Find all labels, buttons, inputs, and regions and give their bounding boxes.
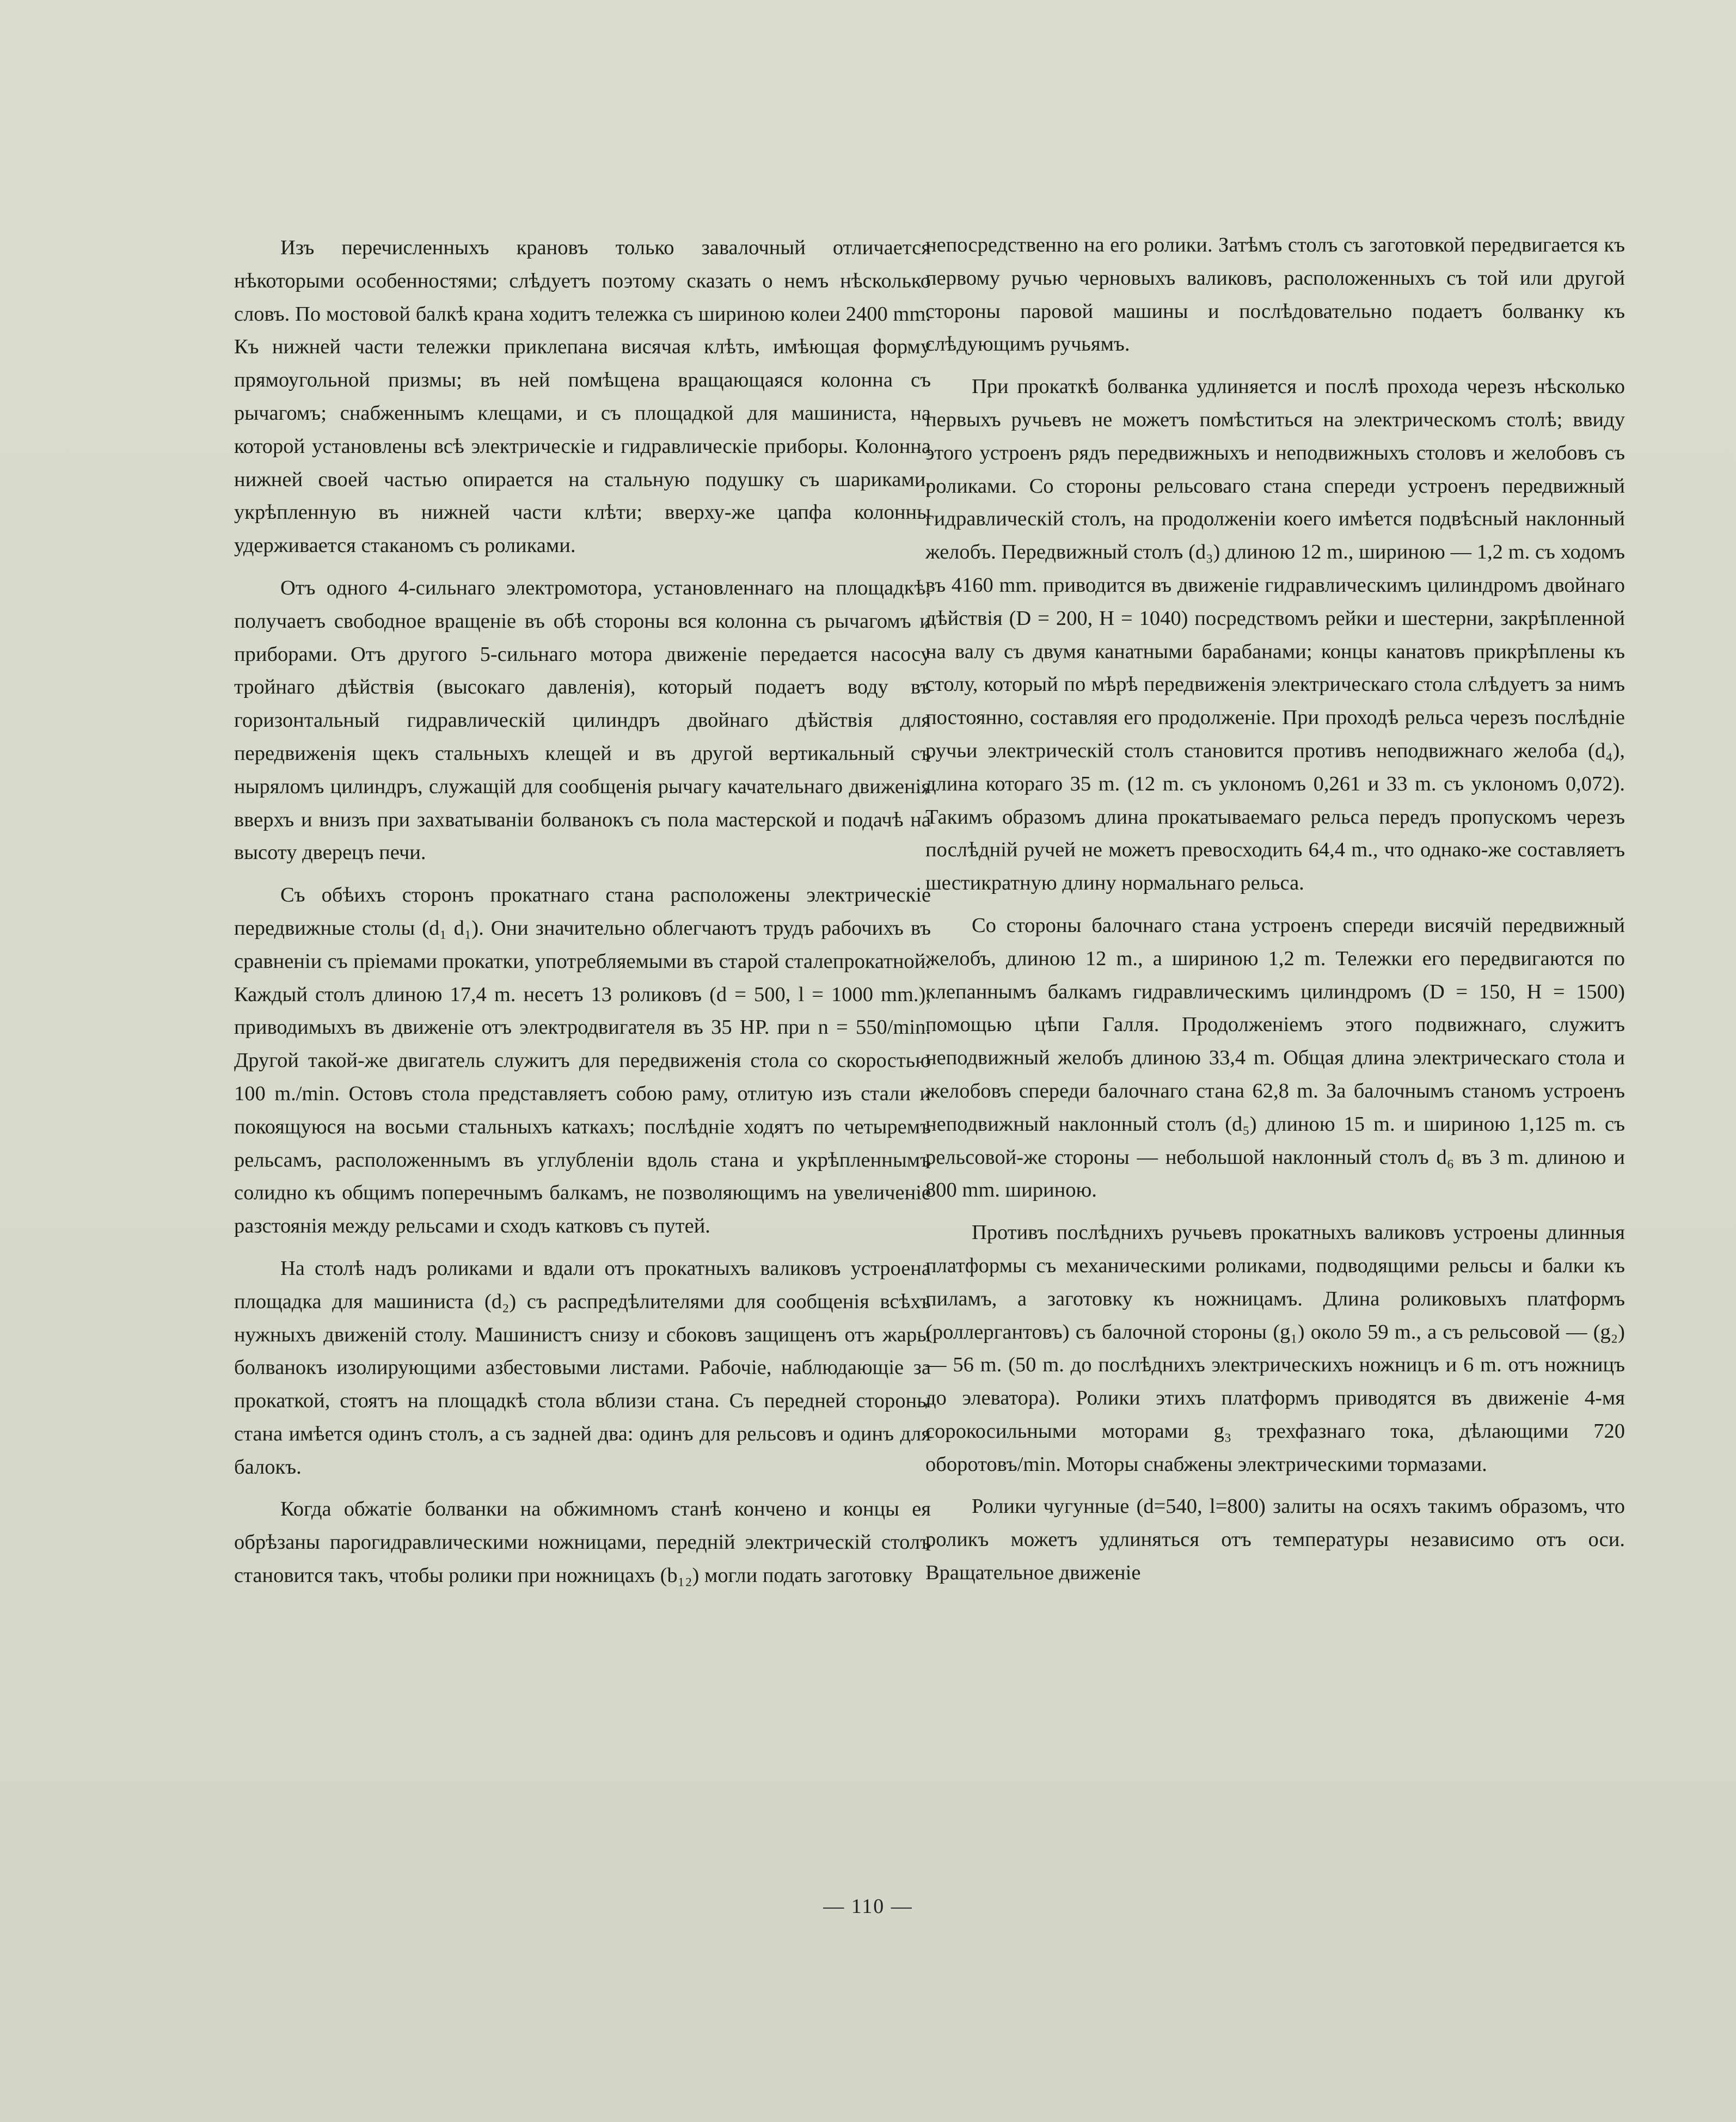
- right-column: [925, 229, 1625, 1599]
- paragraph: При прокаткѣ болванка удлиняется и послѣ прохода черезъ нѣсколько первыхъ ручьевъ не можетъ помѣститься на электрическомъ столѣ; ввиду этого устроенъ рядъ передвижныхъ и неподвижныхъ столовъ и желобовъ съ роликами. Со стороны рельсоваго стана спереди устроенъ передвижный гидравлическій столъ, на продолженіи коего имѣется подвѣсный наклонный желобъ. Передвижный столъ (d₃) длиною 12 m., шириною — 1,2 m. съ ходомъ въ 4160 mm. приводится въ движеніе гидравлическимъ цилиндромъ двойнаго дѣйствія (D = 200, H = 1040) посредствомъ рейки и шестерни, закрѣпленной на валу съ двумя канатными барабанами; концы канатовъ прикрѣплены къ столу, который по мѣрѣ передвиженія электрическаго стола слѣдуетъ за нимъ постоянно, составляя его продолженіе. При проходѣ рельса черезъ послѣдніе ручьи электрическій столъ становится противъ неподвижнаго желоба (d₄), длина котораго 35 m. (12 m. съ уклономъ 0,261 и 33 m. съ уклономъ 0,072). Такимъ образомъ длина прокатываемаго рельса передъ пропускомъ черезъ послѣдній ручей не можетъ превосходить 64,4 m., что однако-же составляетъ шестикратную длину нормальнаго рельса.: [925, 375, 1625, 895]
- paragraph: Со стороны балочнаго стана устроенъ спереди висячій передвижный желобъ, длиною 12 m., а шириною 1,2 m. Тележки его передвигаются по клепаннымъ балкамъ гидравлическимъ цилиндромъ (D = 150, H = 1500) помощью цѣпи Галля. Продолженіемъ этого подвижнаго, служитъ неподвижный желобъ длиною 33,4 m. Общая длина электрическаго стола и желобовъ спереди балочнаго стана 62,8 m. За балочнымъ станомъ устроенъ неподвижный наклонный столъ (d₅) длиною 15 m. и шириною 1,125 m. съ рельсовой-же стороны — небольшой наклонный столъ d₆ въ 3 m. длиною и 800 mm. шириною.: [925, 913, 1625, 1202]
- left-column: [234, 231, 931, 1602]
- paragraph: Изъ перечисленныхъ крановъ только завалочный отличается нѣкоторыми особенностями; слѣдуетъ поэтому сказать о немъ нѣсколько словъ. По мостовой балкѣ крана ходитъ тележка съ шириною колеи 2400 mm. Къ нижней части тележки приклепана висячая клѣть, имѣющая форму прямоугольной призмы; въ ней помѣщена вращающаяся колонна съ рычагомъ; снабженнымъ клещами, и съ площадкой для машиниста, на которой установлены всѣ электрическіе и гидравлическіе приборы. Колонна нижней своей частью опирается на стальную подушку съ шариками, укрѣпленную въ нижней части клѣти; вверху-же цапфа колонны удерживается стаканомъ съ роликами.: [234, 236, 931, 557]
- paragraph: Отъ одного 4-сильнаго электромотора, установленнаго на площадкѣ, получаетъ свободное вращеніе въ обѣ стороны вся колонна съ рычагомъ и приборами. Отъ другого 5-сильнаго мотора движеніе передается насосу тройнаго дѣйствія (высокаго давленія), который подаетъ воду въ горизонтальный гидравлическій цилиндръ двойнаго дѣйствія для передвиженія щекъ стальныхъ клещей и въ другой вертикальный съ ныряломъ цилиндръ, служащій для сообщенія рычагу качательнаго движенія вверхъ и внизъ при захватываніи болванокъ съ пола мастерской и подачѣ на высоту дверецъ печи.: [234, 576, 931, 864]
- paragraph: Когда обжатіе болванки на обжимномъ станѣ кончено и концы ея обрѣзаны парогидравлическими ножницами, передній электрическій столъ становится такъ, чтобы ролики при ножницахъ (b₁₂) могли подать заготовку: [234, 1498, 931, 1587]
- paragraph: Съ обѣихъ сторонъ прокатнаго стана расположены электрическіе передвижные столы (d₁ d₁). Они значительно облегчаютъ трудъ рабочихъ въ сравненіи съ пріемами прокатки, употребляемыми въ старой сталепрокатной. Каждый столъ длиною 17,4 m. несетъ 13 роликовъ (d = 500, l = 1000 mm.), приводимыхъ въ движеніе отъ электродвигателя въ 35 HP. при n = 550/min. Другой такой-же двигатель служитъ для передвиженія стола со скоростью 100 m./min. Остовъ стола представляетъ собою раму, отлитую изъ стали и покоящуюся на восьми стальныхъ каткахъ; послѣдніе ходятъ по четыремъ рельсамъ, расположеннымъ въ углубленіи вдоль стана и укрѣпленнымъ солидно къ общимъ поперечнымъ балкамъ, не позволяющимъ на увеличеніе разстоянія между рельсами и сходъ катковъ съ путей.: [234, 884, 931, 1238]
- paragraph: Противъ послѣднихъ ручьевъ прокатныхъ валиковъ устроены длинныя платформы съ механическими роликами, подводящими рельсы и балки къ пиламъ, а заготовку къ ножницамъ. Длина роликовыхъ платформъ (роллергантовъ) съ балочной стороны (g₁) около 59 m., а съ рельсовой — (g₂) — 56 m. (50 m. до послѣднихъ электрическихъ ножницъ и 6 m. отъ ножницъ до элеватора). Ролики этихъ платформъ приводятся въ движеніе 4-мя сорокосильными моторами g₃ трехфазнаго тока, дѣлающими 720 оборотовъ/min. Моторы снабжены электрическими тормазами.: [925, 1221, 1625, 1476]
- paragraph: На столѣ надъ роликами и вдали отъ прокатныхъ валиковъ устроена площадка для машиниста (d₂) съ распредѣлителями для сообщенія всѣхъ нужныхъ движеній столу. Машинистъ снизу и сбоковъ защищенъ отъ жары болванокъ изолирующими азбестовыми листами. Рабочіе, наблюдающіе за прокаткой, стоятъ на площадкѣ стола вблизи стана. Съ передней стороны стана имѣется одинъ столъ, а съ задней два: одинъ для рельсовъ и одинъ для балокъ.: [234, 1256, 931, 1479]
- page-number: — 110 —: [823, 1895, 913, 1918]
- paragraph: Ролики чугунные (d=540, l=800) залиты на осяхъ такимъ образомъ, что роликъ можетъ удлиняться отъ температуры независимо отъ оси. Вращательное движеніе: [925, 1495, 1625, 1585]
- paragraph-continuation: непосредственно на его ролики. Затѣмъ столъ съ заготовкой передвигается къ первому ручью черновыхъ валиковъ, расположенныхъ съ той или другой стороны паровой машины и послѣдовательно подаетъ болванку къ слѣдующимъ ручьямъ.: [925, 234, 1625, 356]
